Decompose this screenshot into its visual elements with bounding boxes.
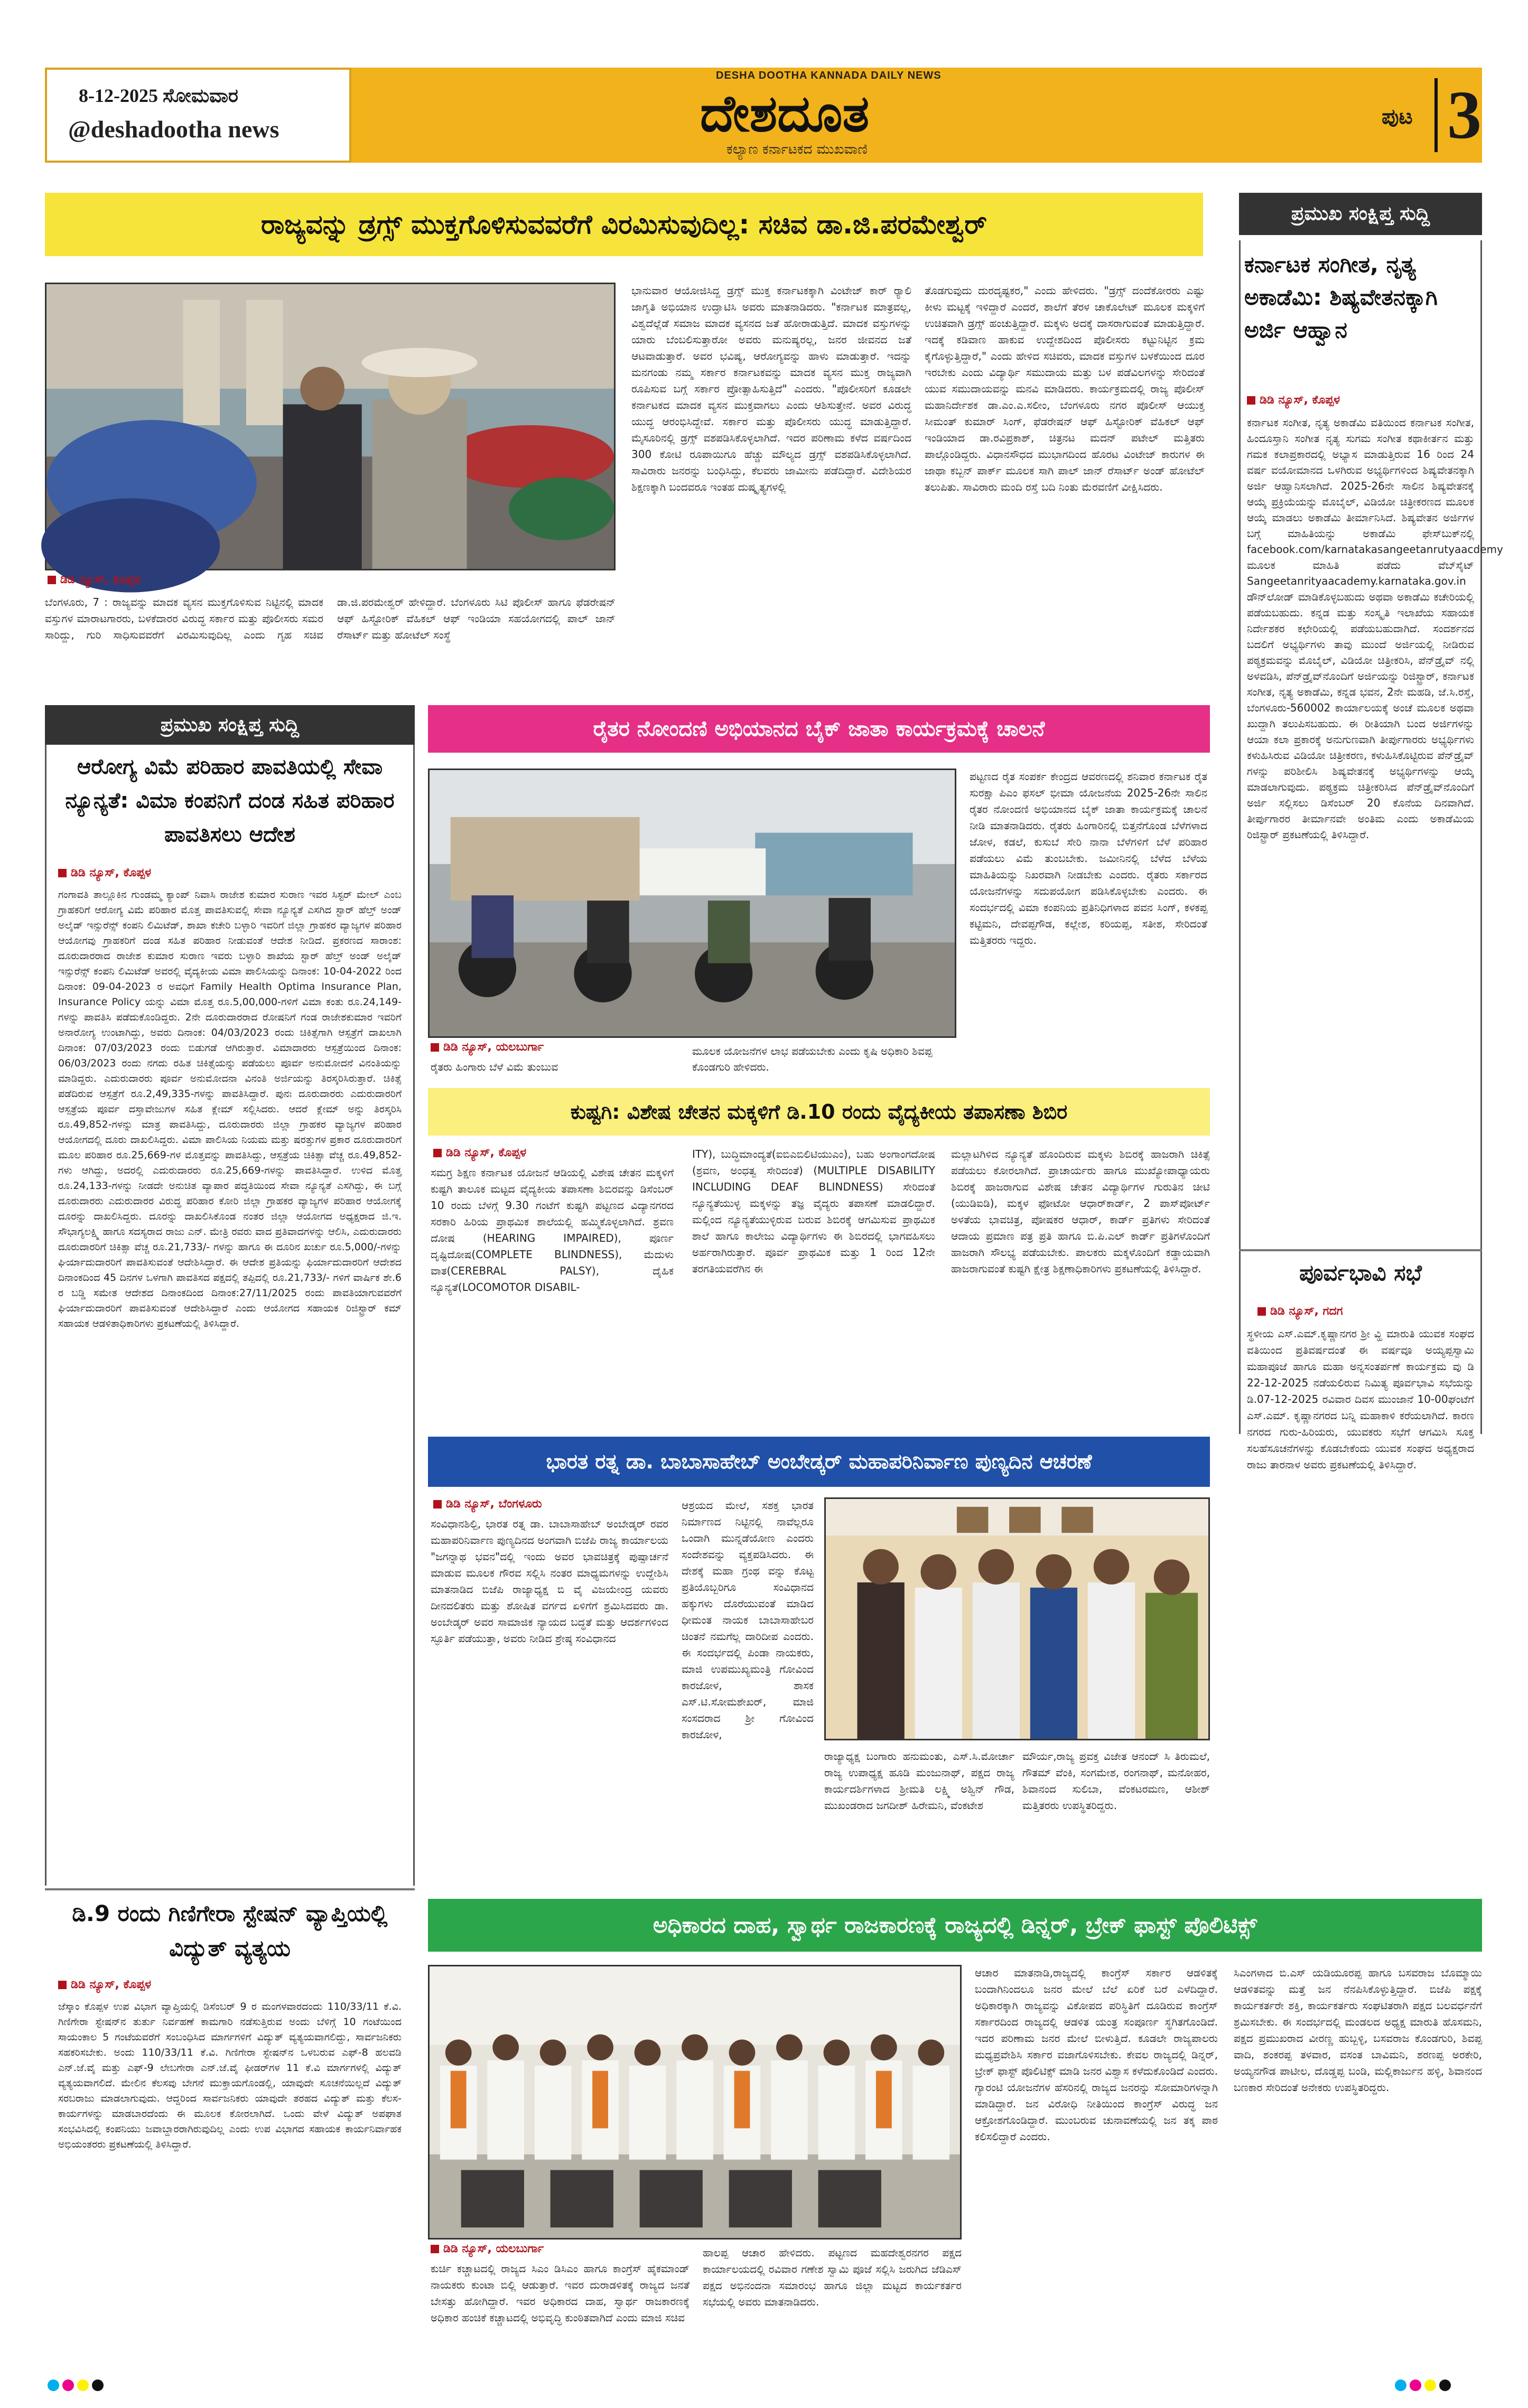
color-registration-right (1395, 2379, 1485, 2395)
sidebar-right-header: ಪ್ರಮುಖ ಸಂಕ್ಷಿಪ್ತ ಸುದ್ದಿ (1239, 193, 1482, 235)
farmers-story-headline: ರೈತರ ನೋಂದಣಿ ಅಭಿಯಾನದ ಬೈಕ್ ಜಾತಾ ಕಾರ್ಯಕ್ರಮಕ್ಕೆ ಚಾಲನೆ (428, 705, 1210, 753)
photo-credit: ಡಿಡಿ ನ್ಯೂಸ್, ಕೊಪ್ಪಳ (60, 573, 141, 586)
byline-text: ಡಿಡಿ ನ್ಯೂಸ್, ಬೆಂಗಳೂರು (446, 1497, 542, 1511)
newspaper-logo: ದೇಶದೂತ (700, 83, 870, 143)
kushtagi-column-2: ITY), ಬುದ್ಧಿಮಾಂದ್ಯತೆ(ಐಬಿಎಬಿಲಿಟಿಯುಎಂ), ಬಹು ಅಂಗಾಂಗದೋಷ (ಶ್ರವಣ, ಅಂಧತ್ವ ಸೇರಿದಂತೆ) (MULTIPLE DISABILITY INCLUDING DEAF BLINDNESS) ಸೇರಿದಂತೆ ನ್ಯೂನ್ಯತೆಯುಳ್ಳ ಮಕ್ಕಳನ್ನು ತಜ್ಞ ವೈದ್ಯರು ತಪಾಸಣೆ ಮಾಡಲಿದ್ದಾರೆ. ಮಲ್ಲಿಂದ ನ್ಯೂನ್ಯತೆಯುಳ್ಳಿರುವ ಬರುವ ಶಿಬಿರಕ್ಕೆ ಆಗಮಿಸುವ ಪ್ರಾಥಮಿಕ ಶಾಲೆ ಹಾಗೂ ಕಾಲೇಜು ವಿದ್ಯಾರ್ಥಿಗಳು ಈ ಶಿಬಿರದಲ್ಲಿ ಭಾಗವಹಿಸಲು ಅರ್ಹರಾಗಿರುತ್ತಾರೆ. ಪೂರ್ವ ಪ್ರಾಥಮಿಕ ಮತ್ತು 1 ರಿಂದ 12ನೇ ತರಗತಿಯವರೆಗಿನ ಈ (692, 1148, 935, 1275)
divider (1239, 1249, 1482, 1251)
sidebar-left-byline (58, 866, 322, 879)
sidebar-right-2-body: ಸ್ಥಳೀಯ ಎಸ್.ಎಮ್.ಕೃಷ್ಣಾನಗರ ಶ್ರೀ ವ್ಹಿ ಮಾರುತಿ ಯುವಕ ಸಂಘದ ವತಿಯಿಂದ ಪ್ರತಿವರ್ಷದಂತೆ ಈ ವರ್ಷವೂ ಅಯ್ಯಪ್ಪಸ್ವಾಮಿ ಮಹಾಪೂಜೆ ಹಾಗೂ ಮಹಾ ಅನ್ನಸಂತರ್ಪಣೆ ಕಾರ್ಯಕ್ರಮ ವು ಡಿ 22-12-2025 ನಡೆಯಲಿರುವ ನಿಮಿತ್ಯ ಪೂರ್ವಭಾವಿ ಸಭೆಯನ್ನು ಡಿ.07-12-2025 ರವಿವಾರ ದಿವಸ ಮುಂಜಾನೆ 10-00ಘಂಟೆಗೆ ಎಸ್.ಎಮ್. ಕೃಷ್ಣಾನಗರದ ಬನ್ನಿ ಮಹಾಕಾಳಿ ಕರೆಯಲಾಗಿದೆ. ಕಾರಣ ನಗರದ ಗುರು-ಹಿರಿಯರು, ಯುವಕರು ಸಭೆಗೆ ಆಗಮಿಸಿ ಸೂಕ್ತ ಸಲಹೆಸೂಚನೆಗಳನ್ನು ಕೊಡಬೇಕೆಂದು ಯುವಕ ಸಂಘದ ಅಧ್ಯಕ್ಷರಾದ ರಾಜು ತಾರನಾಳ ಅವರು ಪ್ರಕಟಣೆಯಲ್ಲಿ ತಿಳಿಸಿದ್ದಾರೆ. (1247, 1327, 1474, 1471)
page-label: ಪುಟ (1382, 105, 1413, 129)
masthead-left-box (45, 68, 351, 163)
divider (45, 1888, 415, 1890)
politics-story-photo (428, 1965, 962, 2240)
byline-text: ಡಿಡಿ ನ್ಯೂಸ್, ಕೊಪ್ಪಳ (1260, 393, 1340, 407)
paper-name-english: DESHA DOOTHA KANNADA DAILY NEWS (716, 70, 942, 81)
sidebar-left-header: ಪ್ರಮುಖ ಸಂಕ್ಷಿಪ್ತ ಸುದ್ದಿ (45, 705, 415, 745)
ambedkar-story-headline: ಭಾರತ ರತ್ನ ಡಾ. ಬಾಬಾಸಾಹೇಬ್ ಅಂಬೇಡ್ಕರ್ ಮಹಾಪರಿನಿರ್ವಾಣ ಪುಣ್ಯದಿನ ಆಚರಣೆ (428, 1437, 1210, 1487)
byline-text: ಡಿಡಿ ನ್ಯೂಸ್, ಕೊಪ್ಪಳ (71, 1978, 152, 1991)
ambedkar-story-photo (824, 1497, 1210, 1740)
ambedkar-byline (433, 1497, 666, 1511)
top-story-lead: ಬೆಂಗಳೂರು, 7 : ರಾಜ್ಯವನ್ನು ಮಾದಕ ವ್ಯಸನ ಮುಕ್ತಗೊಳಿಸುವ ನಿಟ್ಟಿನಲ್ಲಿ ಮಾದಕ ವಸ್ತುಗಳ ಮಾರಾಟಗಾರರು, ಬಳಕೆದಾರರ ವಿರುದ್ಧ ಸರ್ಕಾರ ಮತ್ತು ಪೊಲೀಸರು ಸಮರ ಸಾರಿದ್ದು, ಗುರಿ ಸಾಧಿಸುವವರೆಗೆ ವಿರಮಿಸುವುದಿಲ್ಲ ಎಂದು ಗೃಹ ಸಚಿವ ಡಾ.ಜಿ.ಪರಮೇಶ್ವರ್ ಹೇಳಿದ್ದಾರೆ. ಬೆಂಗಳೂರು ಸಿಟಿ ಪೊಲೀಸ್ ಹಾಗೂ ಫೆಡರೇಷನ್ ಆಫ್ ಹಿಸ್ಟೋರಿಕ್ ವೆಹಿಕಲ್ ಆಫ್ ಇಂಡಿಯಾ ಸಹಯೋಗದಲ್ಲಿ ಪಾಲ್ ಜಾನ್ ರೆಸಾರ್ಟ್ ಮತ್ತು ಹೋಟೆಲ್ ಸಂಸ್ಥೆ (45, 596, 616, 641)
issue-date: 8-12-2025 ಸೋಮವಾರ (79, 85, 238, 106)
top-story-column-2: ಭಾನುವಾರ ಆಯೋಜಿಸಿದ್ದ ಡ್ರಗ್ಸ್ ಮುಕ್ತ ಕರ್ನಾಟಕಕ್ಕಾಗಿ ವಿಂಟೇಜ್ ಕಾರ್ ರ್‍ಯಾಲಿ ಜಾಗೃತಿ ಅಭಿಯಾನ ಉದ್ಘಾಟಿಸಿ ಅವರು ಮಾತನಾಡಿದರು. "ಕರ್ನಾಟಕ ಮಾತ್ರವಲ್ಲ, ವಿಶ್ವದೆಲ್ಲೆಡೆ ಸಮಾಜ ಮಾದಕ ವ್ಯಸನದ ಜತೆ ಹೋರಾಡುತ್ತಿದೆ. ಮಾದಕ ವಸ್ತುಗಳನ್ನು ಯಾರು ಬೆಂಬಲಿಸುತ್ತಾರೋ ಅವರು ಮನುಷ್ಯರಲ್ಲ, ಜನರ ಜೀವನದ ಜತೆ ಆಟವಾಡುತ್ತಾರೆ. ಅವರ ಭವಿಷ್ಯ, ಆರೋಗ್ಯವನ್ನು ಹಾಳು ಮಾಡುತ್ತಾರೆ. ಇದನ್ನು ಮನಗಂಡು ನಮ್ಮ ಸರ್ಕಾರ ಕರ್ನಾಟಕವನ್ನು ಮಾದಕ ವ್ಯಸನ ಮುಕ್ತ ರಾಜ್ಯವಾಗಿ ರೂಪಿಸುವ ಬಗ್ಗೆ ಸರ್ಕಾರ ಪ್ರೋತ್ಸಾಹಿಸುತ್ತಿದೆ" ಎಂದರು. "ಪೊಲೀಸರಿಗೆ ಕೂಡಲೇ ಕರ್ನಾಟಕದ ಮಾದಕ ವ್ಯಸನ ಮುಕ್ತವಾಗಲು ಎಂದು ಆಶಿಸುತ್ತೇನೆ. ಅವರ ವಿರುದ್ಧ ಯುದ್ಧ ಆರಂಭಿಸಿದ್ದೇವೆ. ಸರ್ಕಾರ ಮತ್ತು ಪೊಲೀಸರು ಯುದ್ಧ ಮಾಡುತ್ತಿದ್ದಾರೆ. ಮೈಸೂರಿನಲ್ಲಿ ಡ್ರಗ್ಸ್ ವಶಪಡಿಸಿಕೊಳ್ಳಲಾಗಿದೆ. ಇದರ ಪರಿಣಾಮ ಕಳೆದ ವರ್ಷದಿಂದ 300 ಕೋಟಿ ರೂಪಾಯಿಗೂ ಹೆಚ್ಚು ಮೌಲ್ಯದ ಡ್ರಗ್ಸ್ ವಶಪಡಿಸಿಕೊಳ್ಳಲಾಗಿದೆ. ಸಾವಿರಾರು ಜನರನ್ನು ಬಂಧಿಸಿದ್ದು, ಕೆಲವರು ಜಾಮೀನು ಪಡೆದಿದ್ದಾರೆ. ವಿದೇಶಿಯರ ಶಿಕ್ಷಣಕ್ಕಾಗಿ ಬಂದವರೂ ಇಂತಹ ದುಷ್ಕೃತ್ಯಗಳಲ್ಲಿ (631, 284, 911, 493)
kushtagi-column-1: ಸಮಗ್ರ ಶಿಕ್ಷಣ ಕರ್ನಾಟಕ ಯೋಜನೆ ಆಡಿಯಲ್ಲಿ ವಿಶೇಷ ಚೇತನ ಮಕ್ಕಳಿಗೆ ಕುಷ್ಟಗಿ ತಾಲೂಕ ಮಟ್ಟದ ವೈದ್ಯಕೀಯ ತಪಾಸಣಾ ಶಿಬಿರವನ್ನು ಡಿಸೆಂಬರ್ 10 ರಂದು ಬೆಳಗ್ಗೆ 9.30 ಗಂಟೆಗೆ ಕುಷ್ಟಗಿ ಪಟ್ಟಣದ ವಿದ್ಯಾನಗರದ ಸರಕಾರಿ ಹಿರಿಯ ಪ್ರಾಥಮಿಕ ಶಾಲೆಯಲ್ಲಿ ಹಮ್ಮಿಕೊಳ್ಳಲಾಗಿದೆ. ಶ್ರವಣ ದೋಷ (HEARING IMPAIRED), ಪೂರ್ಣ ದೃಷ್ಟಿದೋಷ(COMPLETE BLINDNESS), ಮೆದುಳು ವಾತ(CEREBRAL PALSY), ದೈಹಿಕ ನ್ಯೂನ್ಯತೆ(LOCOMOTOR DISABIL- (431, 1166, 674, 1294)
sidebar-left-2-body: ಜೆಸ್ಕಾಂ ಕೊಪ್ಪಳ ಉಪ ವಿಭಾಗ ವ್ಯಾಪ್ತಿಯಲ್ಲಿ ಡಿಸೆಂಬರ್ 9 ರ ಮಂಗಳವಾರದಂದು 110/33/11 ಕೆ.ವಿ. ಗಿಣಿಗೇರಾ ಸ್ಟೇಷನ್‌ನ ತುರ್ತು ನಿರ್ವಹಣೆ ಕಾಮಗಾರಿ ನಡೆಸುತ್ತಿರುವ ಅಂದು ಬೆಳಿಗ್ಗೆ 10 ಗಂಟೆಯಿಂದ ಸಾಯಂಕಾಲ 5 ಗಂಟೆಯವರೆಗೆ ಸಂಬಂಧಿಸಿದ ಮಾರ್ಗಗಳಿಗೆ ವಿದ್ಯುತ್ ವ್ಯತ್ಯಯವಾಗಲಿದ್ದು, ಸಾರ್ವಜನಿಕರು ಸಹಕರಿಸಬೇಕು. ಅಂದು 110/33/11 ಕೆ.ವಿ. ಗಿಣಿಗೇರಾ ಸ್ಟೇಷನ್‌ನ ಒಳಬರುವ ಎಫ್-8 ಹಲವಡಿ ಎನ್.ಜೆ.ವೈ ಮತ್ತು ಎಫ್-9 ಲೇಬಗೇರಾ ಎನ್.ಜೆ.ವೈ ಫೀಡರ್‌ಗಳ 11 ಕೆ.ವಿ ಮಾರ್ಗಗಳಲ್ಲಿ ವಿದ್ಯುತ್ ವ್ಯತ್ಯಯವಾಗಲಿದೆ. ಮೇಲಿನ ಕೆಲಸವು ಬೇಗನೆ ಮುಕ್ತಾಯಗೊಂಡಲ್ಲಿ, ಯಾವುದೇ ಸೂಚನೆಯಿಲ್ಲದೆ ವಿದ್ಯುತ್ ಸರಬರಾಜು ಮಾಡಲಾಗುವುದು. ಆದ್ದರಿಂದ ಸಾರ್ವಜನಿಕರು ಯಾವುದೇ ತರಹದ ವಿದ್ಯುತ್ ಮತ್ತು ಕೆಲಸ-ಕಾರ್ಯಗಳನ್ನು ಮಾಡಬಾರದೆಂದು ಈ ಮೂಲಕ ಕೋರಲಾಗಿದೆ. ಒಂದು ವೇಳೆ ವಿದ್ಯುತ್ ಅಪಘಾತ ಸಂಭವಿಸಿದಲ್ಲಿ ಕಂಪನಿಯು ಜವಾಬ್ದಾರರಾಗಿರುವುದಿಲ್ಲ ಎಂದು ಉಪ ವಿಭಾಗದ ಸಹಾಯಕ ಕಾರ್ಯನಿರ್ವಾಹಕ ಅಭಿಯಂತರರು ಪ್ರಕಟಣೆಯಲ್ಲಿ ತಿಳಿಸಿದ್ದಾರೆ. (58, 2001, 402, 2150)
masthead (45, 68, 1482, 163)
farmers-caption-left: ರೈತರು ಹಿಂಗಾರು ಬೆಳೆ ವಿಮೆ ತುಂಬುವ (431, 1061, 558, 1073)
byline-text: ಡಿಡಿ ನ್ಯೂಸ್, ಕೊಪ್ಪಳ (71, 866, 152, 879)
politics-photo-credit (431, 2242, 695, 2255)
politics-column-3: ಸಿಎಂಗಳಾದ ಬಿ.ಎಸ್ ಯಡಿಯೂರಪ್ಪ ಹಾಗೂ ಬಸವರಾಜ ಬೊಮ್ಮಾಯಿ ಆಡಳಿತವನ್ನು ಮತ್ತೆ ಜನ ನೆನಪಿಸಿಕೊಳ್ಳುತ್ತಿದ್ದಾರೆ. ಬಿಜೆಪಿ ಪಕ್ಷಕ್ಕೆ ಕಾರ್ಯಕರ್ತರೇ ಶಕ್ತಿ, ಕಾರ್ಯಕರ್ತರು ಸಂಘಟಿತರಾಗಿ ಪಕ್ಷದ ಬಲವರ್ಧನೆಗೆ ಶ್ರಮಿಸಬೇಕು. ಈ ಸಂದರ್ಭದಲ್ಲಿ ಮಂಡಲದ ಅಧ್ಯಕ್ಷ ಮಾರುತಿ ಹೊಸಮನಿ, ಪಕ್ಷದ ಪ್ರಮುಖರಾದ ವೀರಣ್ಣ ಹುಬ್ಬಳ್ಳಿ, ಬಸವರಾಜ ಕೊಂಡಗುರಿ, ಶಿವಪ್ಪ ವಾದಿ, ಶಂಕರಪ್ಪ ತಳವಾರ, ವಸಂತ ಬಾವಿಮನಿ, ಶರಣಪ್ಪ ಅರಕೇರಿ, ಅಯ್ಯನಗೌಡ ಪಾಟೀಲ, ದೊಡ್ಡಪ್ಪ ಬಂಡಿ, ಮಲ್ಲಿಕಾರ್ಜುನ ಹಳ್ಳಿ, ಶಿವಾನಂದ ಬಣಕಾರ ಸೇರಿದಂತೆ ಅನೇಕರು ಉಪಸ್ಥಿತರಿದ್ದರು. (1234, 1966, 1482, 2094)
politics-caption-b: ಹಾಲಪ್ಪ ಆಚಾರ ಹೇಳಿದರು. ಪಟ್ಟಣದ ಮಹದೇಶ್ವರನಗರ ಪಕ್ಷದ ಕಾರ್ಯಾಲಯದಲ್ಲಿ ರವಿವಾರ ಗಣೇಶ ಸ್ವಾಮಿ ಪೂಜೆ ಸಲ್ಲಿಸಿ ಜರುಗಿದ ಜೆಡಿಎಸ್ ಪಕ್ಷದ ಅಭಿನಂದನಾ ಸಮಾರಂಭ ಹಾಗೂ ಜಿಲ್ಲಾ ಮಟ್ಟದ ಕಾರ್ಯಕರ್ತರ ಸಭೆಯಲ್ಲಿ ಅವರು ಮಾತನಾಡಿದರು. (703, 2246, 962, 2308)
byline-text: ಡಿಡಿ ನ್ಯೂಸ್, ಕೊಪ್ಪಳ (446, 1146, 527, 1159)
sidebar-left-2-byline (58, 1978, 322, 1991)
ambedkar-caption-left: ರಾಜ್ಯಾಧ್ಯಕ್ಷ ಬಂಗಾರು ಹನುಮಂತು, ಎಸ್.ಸಿ.ಮೋರ್ಚಾ ರಾಜ್ಯ ಉಪಾಧ್ಯಕ್ಷ ಹೂಡಿ ಮಂಜುನಾಥ್, ಪಕ್ಷದ ರಾಜ್ಯ ಕಾರ್ಯದರ್ಶಿಗಳಾದ ಶ್ರೀಮತಿ ಲಕ್ಷ್ಮಿ ಅಶ್ವಿನ್ ಗೌಡ, ಮುಖಂಡರಾದ ಜಗದೀಶ್ ಹಿರೇಮನಿ, ವೆಂಕಟೇಶ (824, 1750, 1014, 1812)
sidebar-left-body: ಗಂಗಾವತಿ ತಾಲ್ಲೂಕಿನ ಗುಂಡಮ್ಮ ಕ್ಯಾಂಪ್ ನಿವಾಸಿ ರಾಜೇಶ ಕುಮಾರ ಸುರಾಣ ಇವರ ಸಿಸ್ಟರ್ ಮೇಲ್ ಎಂಬ ಗ್ರಾಹಕರಿಗೆ ಆರೋಗ್ಯ ವಿಮೆ ಪರಿಹಾರ ಮೊತ್ತ ಪಾವತಿಸುವಲ್ಲಿ ಸೇವಾ ನ್ಯೂನ್ಯತೆ ಎಸಗಿದ ಸ್ಟಾರ್ ಹೆಲ್ತ್ ಅಂಡ್ ಅಲೈಡ್ ಇನ್ಸುರೆನ್ಸ್ ಕಂಪನಿ ಲಿಮಿಟೆಡ್, ಶಾಖಾ ಕಚೇರಿ ಬಳ್ಳಾರಿ ಇವರಿಗೆ ಜಿಲ್ಲಾ ಗ್ರಾಹಕರ ವ್ಯಾಜ್ಯಗಳ ಪರಿಹಾರ ಆಯೋಗವು ಗ್ರಾಹಕರಿಗೆ ದಂಡ ಸಹಿತ ಪರಿಹಾರ ನೀಡುವಂತೆ ಆದೇಶ ನೀಡಿದೆ. ಪ್ರಕರಣದ ಸಾರಾಂಶ: ದೂರುದಾರರಾದ ರಾಜೇಶ ಕುಮಾರ ಸುರಾಣ ಇವರು ಬಳ್ಳಾರಿ ಶಾಖೆಯ ಸ್ಟಾರ್ ಹೆಲ್ತ್ ಅಂಡ್ ಅಲೈಡ್ ಇನ್ಸುರೆನ್ಸ್ ಕಂಪನಿ ಲಿಮಿಟೆಡ್ ಅವರಲ್ಲಿ ವೈದ್ಯಕೀಯ ವಿಮಾ ಪಾಲಿಸಿಯನ್ನು ದಿನಾಂಕ: 10-04-2022 ರಿಂದ ದಿನಾಂಕ: 09-04-2023 ರ ಅವಧಿಗೆ Family Health Optima Insurance Plan, Insurance Policy ಯನ್ನು ವಿಮಾ ಮೊತ್ತ ರೂ.5,00,000-ಗಳಿಗೆ ವಿಮಾ ಕಂತು ರೂ.24,149-ಗಳನ್ನು ಪಾವತಿಸಿ ಪಡೆದುಕೊಂಡಿದ್ದರು. 2ನೇ ದೂರುದಾರರಾದ ರೋಷನಿಗೆ ಗಂಡ ರಾಜೇಶಕುಮಾರ ಇವರಿಗೆ ಅನಾರೋಗ್ಯ ಉಂಟಾಗಿದ್ದು, ಅವರು ದಿನಾಂಕ: 04/03/2023 ರಂದು ಚಿಕಿತ್ಸೆಗಾಗಿ ಆಸ್ಪತ್ರೆಗೆ ದಾಖಲಾಗಿ ದಿನಾಂಕ: 07/03/2023 ರಂದು ಬಿಡುಗಡೆ ಆಗಿರುತ್ತಾರೆ. ವಿಮಾದಾರರು ಆಸ್ಪತ್ರೆಯಿಂದ ದಿನಾಂಕ: 06/03/2023 ರಂದು ನಗದು ರಹಿತ ಚಿಕಿತ್ಸೆಯನ್ನು ಪಡೆಯಲು ಪೂರ್ವ ಅನುಮೋದನೆ ವಿನಂತಿಯನ್ನು ಮಾಡಿದ್ದರು. ಎದುರುದಾರರು ಪೂರ್ವ ಅನುಮೋದನಾ ವಿನಂತಿ ಅರ್ಜಿಯನ್ನು ತಿರಸ್ಕರಿಸಿರುತ್ತಾರೆ. ಚಿಕಿತ್ಸೆ ಪಡೆದಿರುವ ಆಸ್ಪತ್ರೆಗೆ ರೂ.2,49,335-ಗಳನ್ನು ಪಾವತಿಸಿದ್ದಾರೆ. ಪುನಃ ದೂರುದಾರರು ಎದುರುದಾರರಿಗೆ ಆಸ್ಪತ್ರೆಯ ಪೂರ್ವ ದಸ್ತಾವೇಜುಗಳ ಸಹಿತ ಕ್ಲೇಮ್ ಸಲ್ಲಿಸಿದರು. ಆದರೆ ಕ್ಲೇಮ್ ಅನ್ನು ತಿರಸ್ಕರಿಸಿ ರೂ.49,852-ಗಳನ್ನು ಮಾತ್ರ ಪಾವತಿಸಿದ್ದು, ದೂರುದಾರರು ಜಿಲ್ಲಾ ಗ್ರಾಹಕರ ವ್ಯಾಜ್ಯಗಳ ಪರಿಹಾರ ಆಯೋಗದಲ್ಲಿ ದೂರು ದಾಖಲಿಸಿದ್ದರು. ವಿಮಾ ಪಾಲಿಸಿಯ ನಿಯಮ ಮತ್ತು ಷರತ್ತುಗಳ ಪ್ರಕಾರ ದೂರುದಾರರಿಗೆ ಮೂಲ ಪರಿಹಾರ ರೂ.25,669-ಗಳ ಮೊತ್ತವನ್ನು ಪಾವತಿಸಿದ್ದು, ಆಸ್ಪತ್ರೆಯ ಚಿಕಿತ್ಸಾ ವೆಚ್ಚ ರೂ.49,852-ಗಳು ಆಗಿದ್ದು, ಅದರಲ್ಲಿ ಎದುರುದಾರರು ರೂ.25,669-ಗಳನ್ನು ಪಾವತಿಸಿದ್ದಾರೆ. ಉಳಿದ ಮೊತ್ತ ರೂ.24,133-ಗಳನ್ನು ನೀಡದೇ ಅನುಚಿತ ವ್ಯಾಪಾರ ಪದ್ಧತಿಯಿಂದ ಸೇವಾ ನ್ಯೂನ್ಯತೆ ಎಸಗಿದ್ದು, ಈ ಬಗ್ಗೆ ದೂರುದಾರರು ಎದುರುದಾರರ ವಿರುದ್ಧ ಪರಿಹಾರ ಕೋರಿ ಜಿಲ್ಲಾ ಗ್ರಾಹಕರ ವ್ಯಾಜ್ಯಗಳ ಪರಿಹಾರ ಆಯೋಗಕ್ಕೆ ದೂರನ್ನು ದಾಖಲಿಸಿದ್ದರು. ದೂರನ್ನು ದಾಖಲಿಸಿಕೊಂಡ ನಂತರ ಜಿಲ್ಲಾ ಆಯೋಗದ ಅಧ್ಯಕ್ಷರಾದ ಜಿ.ಇ. ಸೌಭಾಗ್ಯಲಕ್ಷ್ಮಿ ಹಾಗೂ ಸದಸ್ಯರಾದ ರಾಜು ಎನ್. ಮೇತ್ರಿ ರವರು ವಾದ ಪ್ರತಿವಾದಗಳನ್ನು ಆಲಿಸಿ, ಎದುರುದಾರರು ದೂರುದಾರರಿಗೆ ಚಿಕಿತ್ಸಾ ವೆಚ್ಚ ರೂ.21,733/- ಗಳನ್ನು ಹಾಗೂ ಈ ದೂರಿನ ಖರ್ಚು ರೂ.5,000/-ಗಳನ್ನು ಘಿರ್ಯಾದುದಾರರಿಗೆ ಪಾವತಿಸುವಂತೆ ಆದೇಶಿಸಿದ್ದಾರೆ. ಈ ಆದೇಶ ಪ್ರತಿಯನ್ನು ಫಿರ್ಯಾದುದಾರರಿಗೆ ಆದೇಶದ ದಿನಾಂಕದಿಂದ 45 ದಿನಗಳ ಒಳಗಾಗಿ ಪಾವತಿಸದ ಪಕ್ಷದಲ್ಲಿ ತಪ್ಪಿದಲ್ಲಿ ರೂ.21,733/- ಗಳಿಗೆ ವಾರ್ಷಿಕ ಶೇ.6 ರ ಬಡ್ಡಿ ಸಮೇತ ಆದೇಶದ ದಿನಾಂಕದಿಂದ ದಿನಾಂಕ:27/11/2025 ರಂದು ಪಾವತಿಯಾಗುವವರೆಗೆ ಘಿರ್ಯಾದುದಾರರಿಗೆ ಪಾವತಿಸುವಂತೆ ಆದೇಶಿಸಿದ್ದಾರೆ ಎಂದು ಆಯೋಗದ ಸಹಾಯಕ ರಿಜಿಸ್ಟ್ರಾರ್ ಕಮ್ ಸಹಾಯಕ ಆಡಳಿತಾಧಿಕಾರಿಗಳು ಪ್ರಕಟಣೆಯಲ್ಲಿ ತಿಳಿಸಿದ್ದಾರೆ. (58, 889, 402, 1329)
top-story-photo-caption (48, 573, 312, 586)
ambedkar-column-1: ಸಂವಿಧಾನಶಿಲ್ಪಿ, ಭಾರತ ರತ್ನ ಡಾ. ಬಾಬಾಸಾಹೇಬ್ ಅಂಬೇಡ್ಕರ್ ರವರ ಮಹಾಪರಿನಿರ್ವಾಣ ಪುಣ್ಯದಿನದ ಅಂಗವಾಗಿ ಬಿಜೆಪಿ ರಾಜ್ಯ ಕಾರ್ಯಾಲಯ "ಜಗನ್ನಾಥ ಭವನ"ದಲ್ಲಿ ಇಂದು ಅವರ ಭಾವಚಿತ್ರಕ್ಕೆ ಪುಷ್ಪಾರ್ಚನೆ ಮಾಡುವ ಮೂಲಕ ಗೌರವ ಸಲ್ಲಿಸಿ ನಂತರ ಮಾಧ್ಯಮಗಳನ್ನು ಉದ್ದೇಶಿಸಿ ಮಾತನಾಡಿದ ಬಿಜೆಪಿ ರಾಜ್ಯಾಧ್ಯಕ್ಷ ಬಿ ವೈ ವಿಜಯೇಂದ್ರ ಯವರು ದೀನದಲಿತರು ಮತ್ತು ಶೋಷಿತ ವರ್ಗದ ಏಳಿಗೆಗೆ ಶ್ರಮಿಸಿದವರು ಡಾ. ಅಂಬೇಡ್ಕರ್ ಅವರ ಸಾಮಾಜಿಕ ನ್ಯಾಯದ ಬದ್ಧತೆ ಮತ್ತು ಆದರ್ಶಗಳಿಂದ ಸ್ಫೂರ್ತಿ ಪಡೆಯುತ್ತಾ, ಅವರು ನೀಡಿದ ಶ್ರೇಷ್ಠ ಸಂವಿಧಾನದ (431, 1517, 668, 1645)
farmers-story-photo (428, 769, 956, 1038)
ambedkar-caption-right: ಮೌರ್ಯ,ರಾಜ್ಯ ಪ್ರವಕ್ತ ವಿಜೇತ ಆನಂದ್ ಸಿ ತಿರುಮಲೆ, ಗೌತಮ್ ವೆಂಕಿ, ಸಂಗಮೇಶ, ರಂಗನಾಥ್, ಮನೋಹರ, ಶಿವಾನಂದ ಸುಲಿಬಾ, ವೆಂಕಟರಮಣ, ಆಶೀಶ್ ಮತ್ತಿತರರು ಉಪಸ್ಥಿತರಿದ್ದರು. (1022, 1750, 1210, 1812)
farmers-story-body: ಪಟ್ಟಣದ ರೈತ ಸಂಪರ್ಕ ಕೇಂದ್ರದ ಆವರಣದಲ್ಲಿ ಶನಿವಾರ ಕರ್ನಾಟಕ ರೈತ ಸುರಕ್ಷಾ ಪಿಎಂ ಫಸಲ್ ಭೀಮಾ ಯೋಜನೆಯ 2025-26ನೇ ಸಾಲಿನ ರೈತರ ನೋಂದಣಿ ಅಭಿಯಾನದ ಬೈಕ್ ಜಾತಾ ಕಾರ್ಯಕ್ರಮಕ್ಕೆ ಚಾಲನೆ ನೀಡಿ ಮಾತನಾಡಿದರು. ರೈತರು ಹಿಂಗಾರಿನಲ್ಲಿ ಬಿತ್ತನೆಗೊಂಡ ಬೆಳೆಗಳಾದ ಜೋಳ, ಕಡಲೆ, ಕುಸುಬೆ ಸೇರಿ ನಾನಾ ಬೆಳೆಗಳಿಗೆ ಬೆಳೆ ಪರಿಹಾರ ಪಡೆಯಲು ವಿಮೆ ತುಂಬಬೇಕು. ಜಮೀನಿನಲ್ಲಿ ಬೆಳೆದ ಬೆಳೆಯ ಮಾಹಿತಿಯನ್ನು ನಿಖರವಾಗಿ ನೀಡಬೇಕು ಎಂದರು. ರೈತರು ಸರ್ಕಾರದ ಯೋಜನೆಗಳನ್ನು ಸದುಪಯೋಗ ಪಡಿಸಿಕೊಳ್ಳಬೇಕು ಎಂದರು. ಈ ಸಂದರ್ಭದಲ್ಲಿ ವಿಮಾ ಕಂಪನಿಯ ಪ್ರತಿನಿಧಿಗಳಾದ ಪವನ ಸಿಂಗ್, ಕಳಕಪ್ಪ ಕಟ್ಟಿಮನಿ, ದೇವಪ್ಪಗೌಡ, ಕಲ್ಲೇಶ, ಕರಿಯಪ್ಪ, ಸತೀಶ, ಸೇರಿದಂತೆ ಮತ್ತಿತರರು ಇದ್ದರು. (970, 770, 1207, 947)
sidebar-right-body: ಕರ್ನಾಟಕ ಸಂಗೀತ, ನೃತ್ಯ ಅಕಾಡೆಮಿ ವತಿಯಿಂದ ಕರ್ನಾಟಕ ಸಂಗೀತ, ಹಿಂದೂಸ್ತಾನಿ ಸಂಗೀತ ನೃತ್ಯ ಸುಗಮ ಸಂಗೀತ ಕಥಾಕೀರ್ತನ ಮತ್ತು ಗಮಕ ಕಲಾಪ್ರಕಾರದಲ್ಲಿ ಅಭ್ಯಾಸ ಮಾಡುತ್ತಿರುವ 16 ರಿಂದ 24 ವರ್ಷ ವಯೋಮಾನದ ಒಳಗಿರುವ ಅಭ್ಯರ್ಥಿಗಳಿಂದ ಶಿಷ್ಯವೇತನಕ್ಕಾಗಿ ಅರ್ಜಿ ಆಹ್ವಾನಿಸಲಾಗಿದೆ. 2025-26ನೇ ಸಾಲಿನ ಶಿಷ್ಯವೇತನಕ್ಕೆ ಆಯ್ಕೆ ಪ್ರಕ್ರಿಯೆಯನ್ನು ಮೊಬೈಲ್, ವಿಡಿಯೋ ಚಿತ್ರೀಕರಣದ ಮೂಲಕ ಆಯ್ಕೆ ಮಾಡಲು ಅಕಾಡೆಮಿ ತೀರ್ಮಾನಿಸಿದೆ. ಶಿಷ್ಯವೇತನ ಅರ್ಜಿಗಳ ಬಗ್ಗೆ ಮಾಹಿತಿಯನ್ನು ಅಕಾಡೆಮಿ ಫೇಸ್‌ಬುಕ್‌ನಲ್ಲಿ facebook.com/karnatakasangeetanrutyaacdemy ಮೂಲಕ ಮಾಹಿತಿ ಪಡೆದು ವೆಬ್‌ಸೈಟ್ Sangeetanrityaacademy.karnataka.gov.in ಡೌನ್‌ಲೋಡ್ ಮಾಡಿಕೊಳ್ಳಬಹುದು ಅಥವಾ ಅಕಾಡೆಮಿ ಕಚೇರಿಯಲ್ಲಿ ಪಡೆಯಬಹುದು. ಕನ್ನಡ ಮತ್ತು ಸಂಸ್ಕೃತಿ ಇಲಾಖೆಯ ಸಹಾಯಕ ನಿರ್ದೇಶಕರ ಕಛೇರಿಯಲ್ಲಿ ಪಡೆಯಬಹುದಾಗಿದೆ. ಸಂದರ್ಶನದ ಬದಲಿಗೆ ಅಭ್ಯರ್ಥಿಗಳು ತಾವು ಮುಂದೆ ಅರ್ಜಿಯಲ್ಲಿ ನೀಡಿರುವ ಪಠ್ಯಕ್ರಮವನ್ನು ಮೊಬೈಲ್, ವಿಡಿಯೋ ಚಿತ್ರೀಕರಿಸಿ, ಪೆನ್‌ಡ್ರೈವ್ ನಲ್ಲಿ ಅಳವಡಿಸಿ, ಪೆನ್‌ಡ್ರೈವ್‌ನೊಂದಿಗೆ ಅರ್ಜಿಯನ್ನು ರಿಜಿಸ್ಟ್ರಾರ್, ಕರ್ನಾಟಕ ಸಂಗೀತ, ನೃತ್ಯ ಅಕಾಡೆಮಿ, ಕನ್ನಡ ಭವನ, 2ನೇ ಮಹಡಿ, ಜೆ.ಸಿ.ರಸ್ತೆ, ಬೆಂಗಳೂರು-560002 ಕಾರ್ಯಾಲಯಕ್ಕೆ ಅಂಚೆ ಮೂಲಕ ಅಥವಾ ಖುದ್ದಾಗಿ ತಲುಪಿಸಬಹುದು. ಈ ರೀತಿಯಾಗಿ ಬಂದ ಅರ್ಜಿಗಳನ್ನು ಆಯಾ ಕಲಾ ಪ್ರಕಾರಕ್ಕೆ ಅನುಗುಣವಾಗಿ ತೀರ್ಪುಗಾರರು ಅಭ್ಯರ್ಥಿಗಳು ಕಳುಹಿಸಿರುವ ವಿಡಿಯೋ ಚಿತ್ರೀಕರಣ, ಕಳುಹಿಸಿಕೊಟ್ಟಿರುವ ಪೆನ್‌ಡ್ರೈವ್ ಗಳನ್ನು ಪರಿಶೀಲಿಸಿ ಶಿಷ್ಯವೇತನಕ್ಕೆ ಅಭ್ಯರ್ಥಿಗಳನ್ನು ಆಯ್ಕೆ ಮಾಡಲಾಗುವುದು. ಪಠ್ಯಕ್ರಮ ಚಿತ್ರೀಕರಿಸಿದ ಪೆನ್‌ಡ್ರೈವ್‌ನೊಂದಿಗೆ ಅರ್ಜಿ ಸಲ್ಲಿಸಲು ಡಿಸೆಂಬರ್ 20 ಕೊನೆಯ ದಿನವಾಗಿದೆ. ತೀರ್ಪುಗಾರರ ತೀರ್ಮಾನವೇ ಅಂತಿಮ ಎಂದು ಅಕಾಡೆಮಿಯ ರಿಜಿಸ್ಟ್ರಾರ್ ಪ್ರಕಟಣೆಯಲ್ಲಿ ತಿಳಿಸಿದ್ದಾರೆ. (1247, 416, 1503, 841)
byline-text: ಡಿಡಿ ನ್ಯೂಸ್, ಯಲಬುರ್ಗಾ (443, 1041, 544, 1054)
kushtagi-story-headline: ಕುಷ್ಟಗಿ: ವಿಶೇಷ ಚೇತನ ಮಕ್ಕಳಿಗೆ ಡಿ.10 ರಂದು ವೈದ್ಯಕೀಯ ತಪಾಸಣಾ ಶಿಬಿರ (428, 1088, 1210, 1136)
politics-story-headline: ಅಧಿಕಾರದ ದಾಹ, ಸ್ವಾರ್ಥ ರಾಜಕಾರಣಕ್ಕೆ ರಾಜ್ಯದಲ್ಲಿ ಡಿನ್ನರ್, ಬ್ರೇಕ್ ಫಾಸ್ಟ್ ಪೊಲಿಟಿಕ್ಸ್ (428, 1899, 1482, 1952)
byline-text: ಡಿಡಿ ನ್ಯೂಸ್, ಯಲಬುರ್ಗಾ (443, 2242, 544, 2255)
color-registration-left (48, 2379, 206, 2395)
ambedkar-column-2: ಆಶ್ರಯದ ಮೇಲೆ, ಸಶಕ್ತ ಭಾರತ ನಿರ್ಮಾಣದ ನಿಟ್ಟಿನಲ್ಲಿ ನಾವೆಲ್ಲರೂ ಒಂದಾಗಿ ಮುನ್ನಡೆಯೋಣ ಎಂದರು ಸಂದೇಶವನ್ನು ವ್ಯಕ್ತಪಡಿಸಿದರು. ಈ ದೇಶಕ್ಕೆ ಮಹಾ ಗ್ರಂಥ ವನ್ನು ಕೊಟ್ಟ ಪ್ರತಿಯೊಬ್ಬರಿಗೂ ಸಂವಿಧಾನದ ಹಕ್ಕುಗಳು ದೊರೆಯುವಂತೆ ಮಾಡಿದ ಧೀಮಂತ ನಾಯಕ ಬಾಬಾಸಾಹೇಬರ ಚಿಂತನೆ ನಮಗೆಲ್ಲ ದಾರಿದೀಪ ಎಂದರು. ಈ ಸಂದರ್ಭದಲ್ಲಿ ಪಿಂಡಾ ನಾಯಕರು, ಮಾಜಿ ಉಪಮುಖ್ಯಮಂತ್ರಿ ಗೋವಿಂದ ಕಾರಜೋಳ, ಶಾಸಕ ಎಸ್.ಟಿ.ಸೋಮಶೇಖರ್, ಮಾಜಿ ಸಂಸದರಾದ ಶ್ರೀ ಗೋವಿಂದ ಕಾರಜೋಳ, (682, 1499, 814, 1741)
politics-caption-a: ಕುರ್ಚಿ ಕಚ್ಚಾಟದಲ್ಲಿ ರಾಜ್ಯದ ಸಿಎಂ ಡಿಸಿಎಂ ಹಾಗೂ ಕಾಂಗ್ರೆಸ್ ಹೈಕಮಾಂಡ್ ನಾಯಕರು ಕುಂಟಾ ಬಿಲ್ಲಿ ಆಡುತ್ತಾರೆ. ಇವರ ದುರಾಡಳಿತಕ್ಕೆ ರಾಜ್ಯದ ಜನತೆ ಬೇಸತ್ತು ಹೋಗಿದ್ದಾರೆ. ಇವರ ಅಧಿಕಾರದ ದಾಹ, ಸ್ವಾರ್ಥ ರಾಜಕಾರಣಕ್ಕೆ ಅಧಿಕಾರ ಹಂಚಿಕೆ ಕಚ್ಚಾಟದಲ್ಲಿ ಅಭಿವೃದ್ಧಿ ಕುಂಠಿತವಾಗಿದೆ ಎಂದು ಮಾಜಿ ಸಚಿವ (431, 2262, 690, 2324)
farmers-caption-right: ಮೂಲಕ ಯೋಜನೆಗಳ ಲಾಭ ಪಡೆಯಬೇಕು ಎಂದು ಕೃಷಿ ಅಧಿಕಾರಿ ಶಿವಪ್ಪ ಕೊಂಡಗುರಿ ಹೇಳಿದರು. (692, 1045, 933, 1073)
byline-text: ಡಿಡಿ ನ್ಯೂಸ್, ಗದಗ (1270, 1305, 1343, 1318)
top-story-photo (45, 283, 616, 570)
farmers-story-photo-credit (431, 1041, 695, 1054)
top-story-headline: ರಾಜ್ಯವನ್ನು ಡ್ರಗ್ಸ್ ಮುಕ್ತಗೊಳಿಸುವವರೆಗೆ ವಿರಮಿಸುವುದಿಲ್ಲ: ಸಚಿವ ಡಾ.ಜಿ.ಪರಮೇಶ್ವರ್ (45, 193, 1203, 256)
sidebar-right-2-headline: ಪೂರ್ವಭಾವಿ ಸಭೆ (1299, 1260, 1422, 1286)
sidebar-right-byline (1247, 393, 1474, 407)
page-number: 3 (1434, 78, 1482, 152)
sidebar-left-2-headline: ಡಿ.9 ರಂದು ಗಿಣಿಗೇರಾ ಸ್ಟೇಷನ್ ವ್ಯಾಪ್ತಿಯಲ್ಲಿ ವಿದ್ಯುತ್ ವ್ಯತ್ಯಯ (72, 1900, 388, 1961)
sidebar-right-2-byline (1257, 1305, 1469, 1318)
tagline: ಕಲ್ಯಾಣ ಕರ್ನಾಟಕದ ಮುಖವಾಣಿ (726, 142, 868, 157)
kushtagi-byline (433, 1146, 676, 1159)
sidebar-right-headline: ಕರ್ನಾಟಕ ಸಂಗೀತ, ನೃತ್ಯ ಅಕಾಡೆಮಿ: ಶಿಷ್ಯವೇತನಕ್ಕಾಗಿ ಅರ್ಜಿ ಆಹ್ವಾನ (1244, 251, 1438, 343)
sidebar-left-headline: ಆರೋಗ್ಯ ವಿಮೆ ಪರಿಹಾರ ಪಾವತಿಯಲ್ಲಿ ಸೇವಾ ನ್ಯೂನ್ಯತೆ: ವಿಮಾ ಕಂಪನಿಗೆ ದಂಡ ಸಹಿತ ಪರಿಹಾರ ಪಾವತಿಸಲು ಆದೇಶ (65, 755, 395, 847)
kushtagi-column-3: ಮಲ್ಲಾಟಗಿಳಿದ ನ್ಯೂನ್ಯತೆ ಹೊಂದಿರುವ ಮಕ್ಕಳು ಶಿಬಿರಕ್ಕೆ ಹಾಜರಾಗಿ ಚಿಕಿತ್ಸೆ ಪಡೆಯಲು ಕೋರಲಾಗಿದೆ. ಪ್ರಾಚಾರ್ಯರು ಹಾಗೂ ಮುಖ್ಯೋಪಾಧ್ಯಾಯರು ಶಿಬಿರಕ್ಕೆ ಹಾಜರಾಗುವ ವಿಶೇಷ ಚೇತನ ವಿದ್ಯಾರ್ಥಿಗಳ ಗುರುತಿನ ಚೀಟಿ (ಯುಡಿಐಡಿ), ಮಕ್ಕಳ ಫೋಟೋ ಆಧಾರ್‌ಕಾರ್ಡ್, 2 ಪಾಸ್‌ಪೋರ್ಟ್ ಅಳತೆಯ ಭಾವಚಿತ್ರ, ಪೋಷಕರ ಆಧಾರ್, ಕಾರ್ಡ್ ಪ್ರತಿಗಳು ಸೇರಿದಂತೆ ಆದಾಯ ಪ್ರಮಾಣ ಪತ್ರ ಪ್ರತಿ ಹಾಗೂ ಬಿ.ಪಿ.ಎಲ್ ಕಾರ್ಡ್ ಪ್ರತಿಗಳೊಂದಿಗೆ ಹಾಜರಾಗಿ ಸೌಲಭ್ಯ ಪಡೆಯಬೇಕು. ಪಾಲಕರು ಮಕ್ಕಳೊಂದಿಗೆ ಕಡ್ಡಾಯವಾಗಿ ಹಾಜರಾಗುವಂತೆ ಕುಷ್ಟಗಿ ಕ್ಷೇತ್ರ ಶಿಕ್ಷಣಾಧಿಕಾರಿಗಳು ಪ್ರಕಟಣೆಯಲ್ಲಿ ತಿಳಿಸಿದ್ದಾರೆ. (951, 1148, 1210, 1275)
top-story-column-3: ತೊಡಗುವುದು ದುರದೃಷ್ಟಕರ," ಎಂದು ಹೇಳಿದರು. "ಡ್ರಗ್ಸ್ ದಂದೆಕೋರರು ಎಷ್ಟು ಕೀಳು ಮಟ್ಟಕ್ಕೆ ಇಳಿದ್ದಾರೆ ಎಂದರೆ, ಶಾಲೆಗೆ ತೆರಳ ಚಾಕೊಲೇಟ್ ಮೂಲಕ ಮಕ್ಕಳಿಗೆ ಉಚಿತವಾಗಿ ಡ್ರಗ್ಸ್ ಹಂಚುತ್ತಿದ್ದಾರೆ. ಮಕ್ಕಳು ಅದಕ್ಕೆ ದಾಸರಾಗುವಂತೆ ಮಾಡುತ್ತಿದ್ದಾರೆ. ಇದಕ್ಕೆ ಕಡಿವಾಣ ಹಾಕುವ ಉದ್ದೇಶದಿಂದ ಪೊಲೀಸರು ಕಟ್ಟುನಿಟ್ಟಿನ ಕ್ರಮ ಕೈಗೊಳ್ಳುತ್ತಿದ್ದಾರೆ," ಎಂದು ಹೇಳಿದ ಸಚಿವರು, ಮಾದಕ ವಸ್ತುಗಳ ಬಳಕೆಯಿಂದ ದೂರ ಇರಬೇಕು ಎಂದು ವಿದ್ಯಾರ್ಥಿ ಸಮುದಾಯ ಮತ್ತು ಬಳ ಪಡೆವಿಲಗಳನ್ನು ಸೇರಿದಂತೆ ಯುವ ಸಮುದಾಯವನ್ನು ಮನವಿ ಮಾಡಿದರು. ಕಾರ್ಯಕ್ರಮದಲ್ಲಿ ರಾಜ್ಯ ಪೊಲೀಸ್ ಮಹಾನಿರ್ದೇಶಕ ಡಾ.ಎಂ.ಎ.ಸಲೀಂ, ಬೆಂಗಳೂರು ನಗರ ಪೊಲೀಸ್ ಆಯುಕ್ತ ಸೀಮಂತ್ ಕುಮಾರ್ ಸಿಂಗ್, ಫೆಡರೇಷನ್ ಆಫ್ ಹಿಸ್ಟೋರಿಕ್ ವೆಹಿಕಲ್ ಆಫ್ ಇಂಡಿಯಾದ ಡಾ.ರವಿಪ್ರಕಾಶ್, ಚಿತ್ರನಟ ಮದನ್ ಪಟೇಲ್ ಮತ್ತಿತರು ಪಾಲ್ಗೊಂಡಿದ್ದರು. ವಿಧಾನಸೌಧದ ಮುಭಾಗದಿಂದ ಹೊರಟ ವಿಂಟೇಜ್ ಕಾರುಗಳ ಈ ಜಾಥಾ ಕಬ್ಬನ್ ಪಾರ್ಕ್ ಮೂಲಕ ಸಾಗಿ ಪಾಲ್ ಜಾನ್ ರೆಸಾರ್ಟ್ ಅಂಡ್ ಹೋಟೆಲ್ ತಲುಪಿತು. ಸಾವಿರಾರು ಮಂದಿ ರಸ್ತೆ ಬದಿ ನಿಂತು ಮೆರವಣಿಗೆ ವೀಕ್ಷಿಸಿದರು. (925, 284, 1205, 493)
politics-column-2: ಆಚಾರ ಮಾತನಾಡಿ,ರಾಜ್ಯದಲ್ಲಿ ಕಾಂಗ್ರೆಸ್ ಸರ್ಕಾರ ಆಡಳಿತಕ್ಕೆ ಬಂದಾಗಿನಿಂದಲೂ ಜನರ ಮೇಲೆ ಬೆಲೆ ಏರಿಕೆ ಬರೆ ಎಳೆದಿದ್ದಾರೆ. ಅಧಿಕಾರಕ್ಕಾಗಿ ರಾಜ್ಯವನ್ನು ವಿಕೋಪದ ಪರಿಸ್ಥಿತಿಗೆ ದೂಡಿರುವ ಕಾಂಗ್ರೆಸ್ ಸರ್ಕಾರದಿಂದ ರಾಜ್ಯದಲ್ಲಿ ಆಡಳಿತ ಯಂತ್ರ ಸಂಪೂರ್ಣ ಸ್ಥಗಿತಗೊಂಡಿದೆ. ಇದರ ಪರಿಣಾಮ ಜನರ ಮೇಲೆ ಬೀಳುತ್ತಿದೆ. ಕೂಡಲೇ ರಾಜ್ಯಪಾಲರು ಮಧ್ಯಪ್ರವೇಶಿಸಿ ಸರ್ಕಾರ ವಜಾಗೊಳಿಸಬೇಕು. ಕೇವಲ ರಾಜ್ಯದಲ್ಲಿ ಡಿನ್ನರ್, ಬ್ರೇಕ್ ಫಾಸ್ಟ್ ಪೊಲಿಟಿಕ್ಸ್ ಮಾಡಿ ಜನರ ವಿಶ್ವಾಸ ಕಳೆದುಕೊಂಡಿದೆ ಎಂದರು. ಗ್ಯಾರಂಟಿ ಯೋಜನೆಗಳ ಹೆಸರಿನಲ್ಲಿ ರಾಜ್ಯದ ಜನರನ್ನು ಸೋಮಾರಿಗಳನ್ನಾಗಿ ಮಾಡಿದ್ದಾರೆ. ಜನ ವಿರೋಧಿ ನೀತಿಯಿಂದ ಕಾಂಗ್ರೆಸ್ ವಿರುದ್ಧ ಜನ ಆಕ್ರೋಶಗೊಂಡಿದ್ದಾರೆ. ಮುಂಬರುವ ಚುನಾವಣೆಯಲ್ಲಿ ಜನ ತಕ್ಕ ಪಾಠ ಕಲಿಸಲಿದ್ದಾರೆ ಎಂದರು. (975, 1966, 1218, 2143)
social-handle: @deshadootha news (68, 116, 279, 143)
